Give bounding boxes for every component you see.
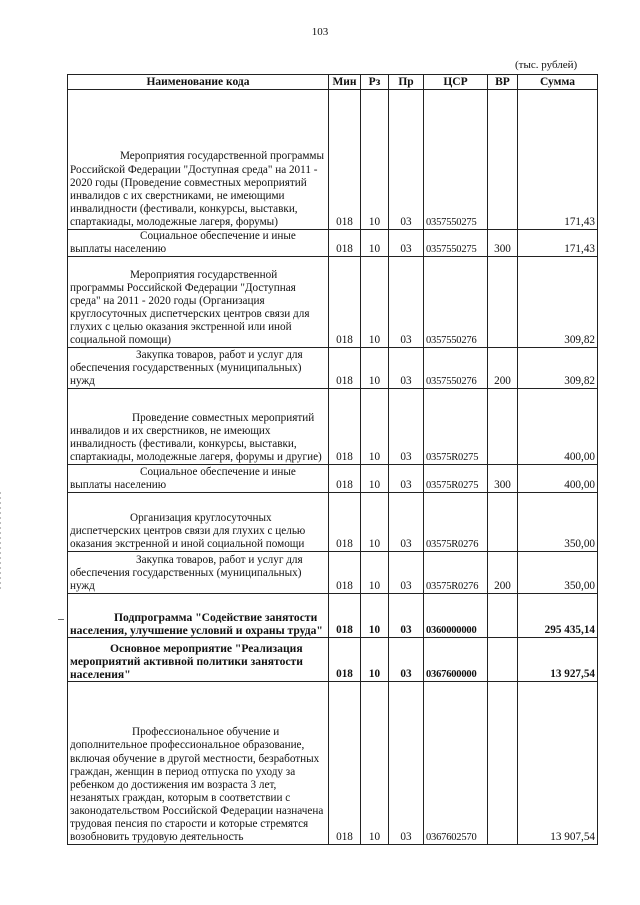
row-rz: 10 bbox=[361, 90, 389, 230]
row-min: 018 bbox=[329, 552, 361, 594]
row-rz: 10 bbox=[361, 552, 389, 594]
row-rz: 10 bbox=[361, 465, 389, 493]
row-csr: 0357550276 bbox=[424, 348, 488, 389]
row-pr: 03 bbox=[389, 638, 424, 682]
header-row bbox=[68, 75, 598, 90]
header-sum: Сумма bbox=[518, 75, 598, 90]
row-pr: 03 bbox=[389, 465, 424, 493]
scan-edge-mark bbox=[0, 492, 1, 592]
table-row bbox=[68, 552, 598, 594]
row-vr bbox=[488, 493, 518, 552]
row-sum: 350,00 bbox=[518, 552, 598, 594]
row-csr: 03575R0275 bbox=[424, 389, 488, 465]
row-rz: 10 bbox=[361, 348, 389, 389]
table-row bbox=[68, 348, 598, 389]
row-name: Организация круглосуточных диспетчерских центров связи для глухих с целью оказания экстренной и иной социальной помощи bbox=[68, 493, 329, 552]
row-vr: 200 bbox=[488, 348, 518, 389]
row-vr: 200 bbox=[488, 552, 518, 594]
row-name: Закупка товаров, работ и услуг для обеспечения государственных (муниципальных) нужд bbox=[68, 552, 329, 594]
row-name: Мероприятия государственной программы Российской Федерации "Доступная среда" на 2011 - 2020 годы (Организация круглосуточных диспетчерских центров связи для глухих с целью оказания экстренной или иной социальной помощи) bbox=[68, 257, 329, 348]
scan-dash-mark bbox=[58, 619, 64, 620]
row-vr: 300 bbox=[488, 465, 518, 493]
row-csr: 0367600000 bbox=[424, 638, 488, 682]
row-sum: 171,43 bbox=[518, 90, 598, 230]
row-pr: 03 bbox=[389, 257, 424, 348]
row-vr bbox=[488, 594, 518, 638]
header-pr: Пр bbox=[389, 75, 424, 90]
row-vr bbox=[488, 389, 518, 465]
row-vr bbox=[488, 257, 518, 348]
row-csr: 03575R0276 bbox=[424, 552, 488, 594]
row-rz: 10 bbox=[361, 389, 389, 465]
row-rz: 10 bbox=[361, 230, 389, 257]
row-pr: 03 bbox=[389, 682, 424, 845]
row-pr: 03 bbox=[389, 493, 424, 552]
row-name: Проведение совместных мероприятий инвалидов и их сверстников, не имеющих инвалидность (фестивали, конкурсы, выставки, спартакиады, молодежные лагеря, форумы и другие) bbox=[68, 389, 329, 465]
table-row bbox=[68, 594, 598, 638]
row-sum: 309,82 bbox=[518, 257, 598, 348]
table-row bbox=[68, 389, 598, 465]
row-pr: 03 bbox=[389, 90, 424, 230]
units-label: (тыс. рублей) bbox=[515, 59, 578, 71]
row-pr: 03 bbox=[389, 348, 424, 389]
row-vr bbox=[488, 90, 518, 230]
row-sum: 400,00 bbox=[518, 465, 598, 493]
budget-table bbox=[67, 74, 598, 845]
table-row bbox=[68, 493, 598, 552]
row-name: Основное мероприятие "Реализация мероприятий активной политики занятости населения" bbox=[68, 638, 329, 682]
table-row bbox=[68, 257, 598, 348]
table-row bbox=[68, 465, 598, 493]
header-min: Мин bbox=[329, 75, 361, 90]
row-name: Закупка товаров, работ и услуг для обеспечения государственных (муниципальных) нужд bbox=[68, 348, 329, 389]
row-sum: 13 927,54 bbox=[518, 638, 598, 682]
row-csr: 0357550275 bbox=[424, 90, 488, 230]
row-name: Социальное обеспечение и иные выплаты населению bbox=[68, 465, 329, 493]
row-rz: 10 bbox=[361, 638, 389, 682]
row-rz: 10 bbox=[361, 682, 389, 845]
row-csr: 0360000000 bbox=[424, 594, 488, 638]
row-min: 018 bbox=[329, 682, 361, 845]
row-sum: 295 435,14 bbox=[518, 594, 598, 638]
row-csr: 0357550276 bbox=[424, 257, 488, 348]
row-name: Подпрограмма "Содействие занятости населения, улучшение условий и охраны труда" bbox=[68, 594, 329, 638]
header-name: Наименование кода bbox=[68, 75, 329, 90]
row-rz: 10 bbox=[361, 493, 389, 552]
header-rz: Рз bbox=[361, 75, 389, 90]
table-row bbox=[68, 638, 598, 682]
page-number: 103 bbox=[311, 26, 329, 38]
row-min: 018 bbox=[329, 257, 361, 348]
row-min: 018 bbox=[329, 348, 361, 389]
table-row bbox=[68, 682, 598, 845]
row-sum: 13 907,54 bbox=[518, 682, 598, 845]
row-pr: 03 bbox=[389, 230, 424, 257]
row-rz: 10 bbox=[361, 257, 389, 348]
row-csr: 03575R0275 bbox=[424, 465, 488, 493]
row-rz: 10 bbox=[361, 594, 389, 638]
row-name: Профессиональное обучение и дополнительное профессиональное образование, включая обучение в другой местности, безработных граждан, женщин в период отпуска по уходу за ребенком до достижения им возраста 3 лет, незанятых граждан, которым в соответствии с законодательством Российской Федерации назначена трудовая пенсия по старости и которые стремятся возобновить трудовую деятельность bbox=[68, 682, 329, 845]
row-csr: 03575R0276 bbox=[424, 493, 488, 552]
row-csr: 0367602570 bbox=[424, 682, 488, 845]
header-csr: ЦСР bbox=[424, 75, 488, 90]
row-sum: 309,82 bbox=[518, 348, 598, 389]
row-min: 018 bbox=[329, 493, 361, 552]
row-name: Мероприятия государственной программы Российской Федерации "Доступная среда" на 2011 - 2020 годы (Проведение совместных мероприятий инвалидов с их сверстниками, не имеющими инвалидности (фестивали, конкурсы, выставки, спартакиады, молодежные лагеря, форумы) bbox=[68, 90, 329, 230]
row-vr bbox=[488, 682, 518, 845]
row-min: 018 bbox=[329, 389, 361, 465]
header-vr: ВР bbox=[488, 75, 518, 90]
table-row bbox=[68, 90, 598, 230]
row-min: 018 bbox=[329, 465, 361, 493]
row-sum: 171,43 bbox=[518, 230, 598, 257]
row-pr: 03 bbox=[389, 552, 424, 594]
row-name: Социальное обеспечение и иные выплаты населению bbox=[68, 230, 329, 257]
row-pr: 03 bbox=[389, 594, 424, 638]
row-sum: 350,00 bbox=[518, 493, 598, 552]
row-min: 018 bbox=[329, 90, 361, 230]
row-sum: 400,00 bbox=[518, 389, 598, 465]
row-min: 018 bbox=[329, 594, 361, 638]
table-row bbox=[68, 230, 598, 257]
row-pr: 03 bbox=[389, 389, 424, 465]
row-vr: 300 bbox=[488, 230, 518, 257]
row-vr bbox=[488, 638, 518, 682]
row-csr: 0357550275 bbox=[424, 230, 488, 257]
row-min: 018 bbox=[329, 230, 361, 257]
row-min: 018 bbox=[329, 638, 361, 682]
